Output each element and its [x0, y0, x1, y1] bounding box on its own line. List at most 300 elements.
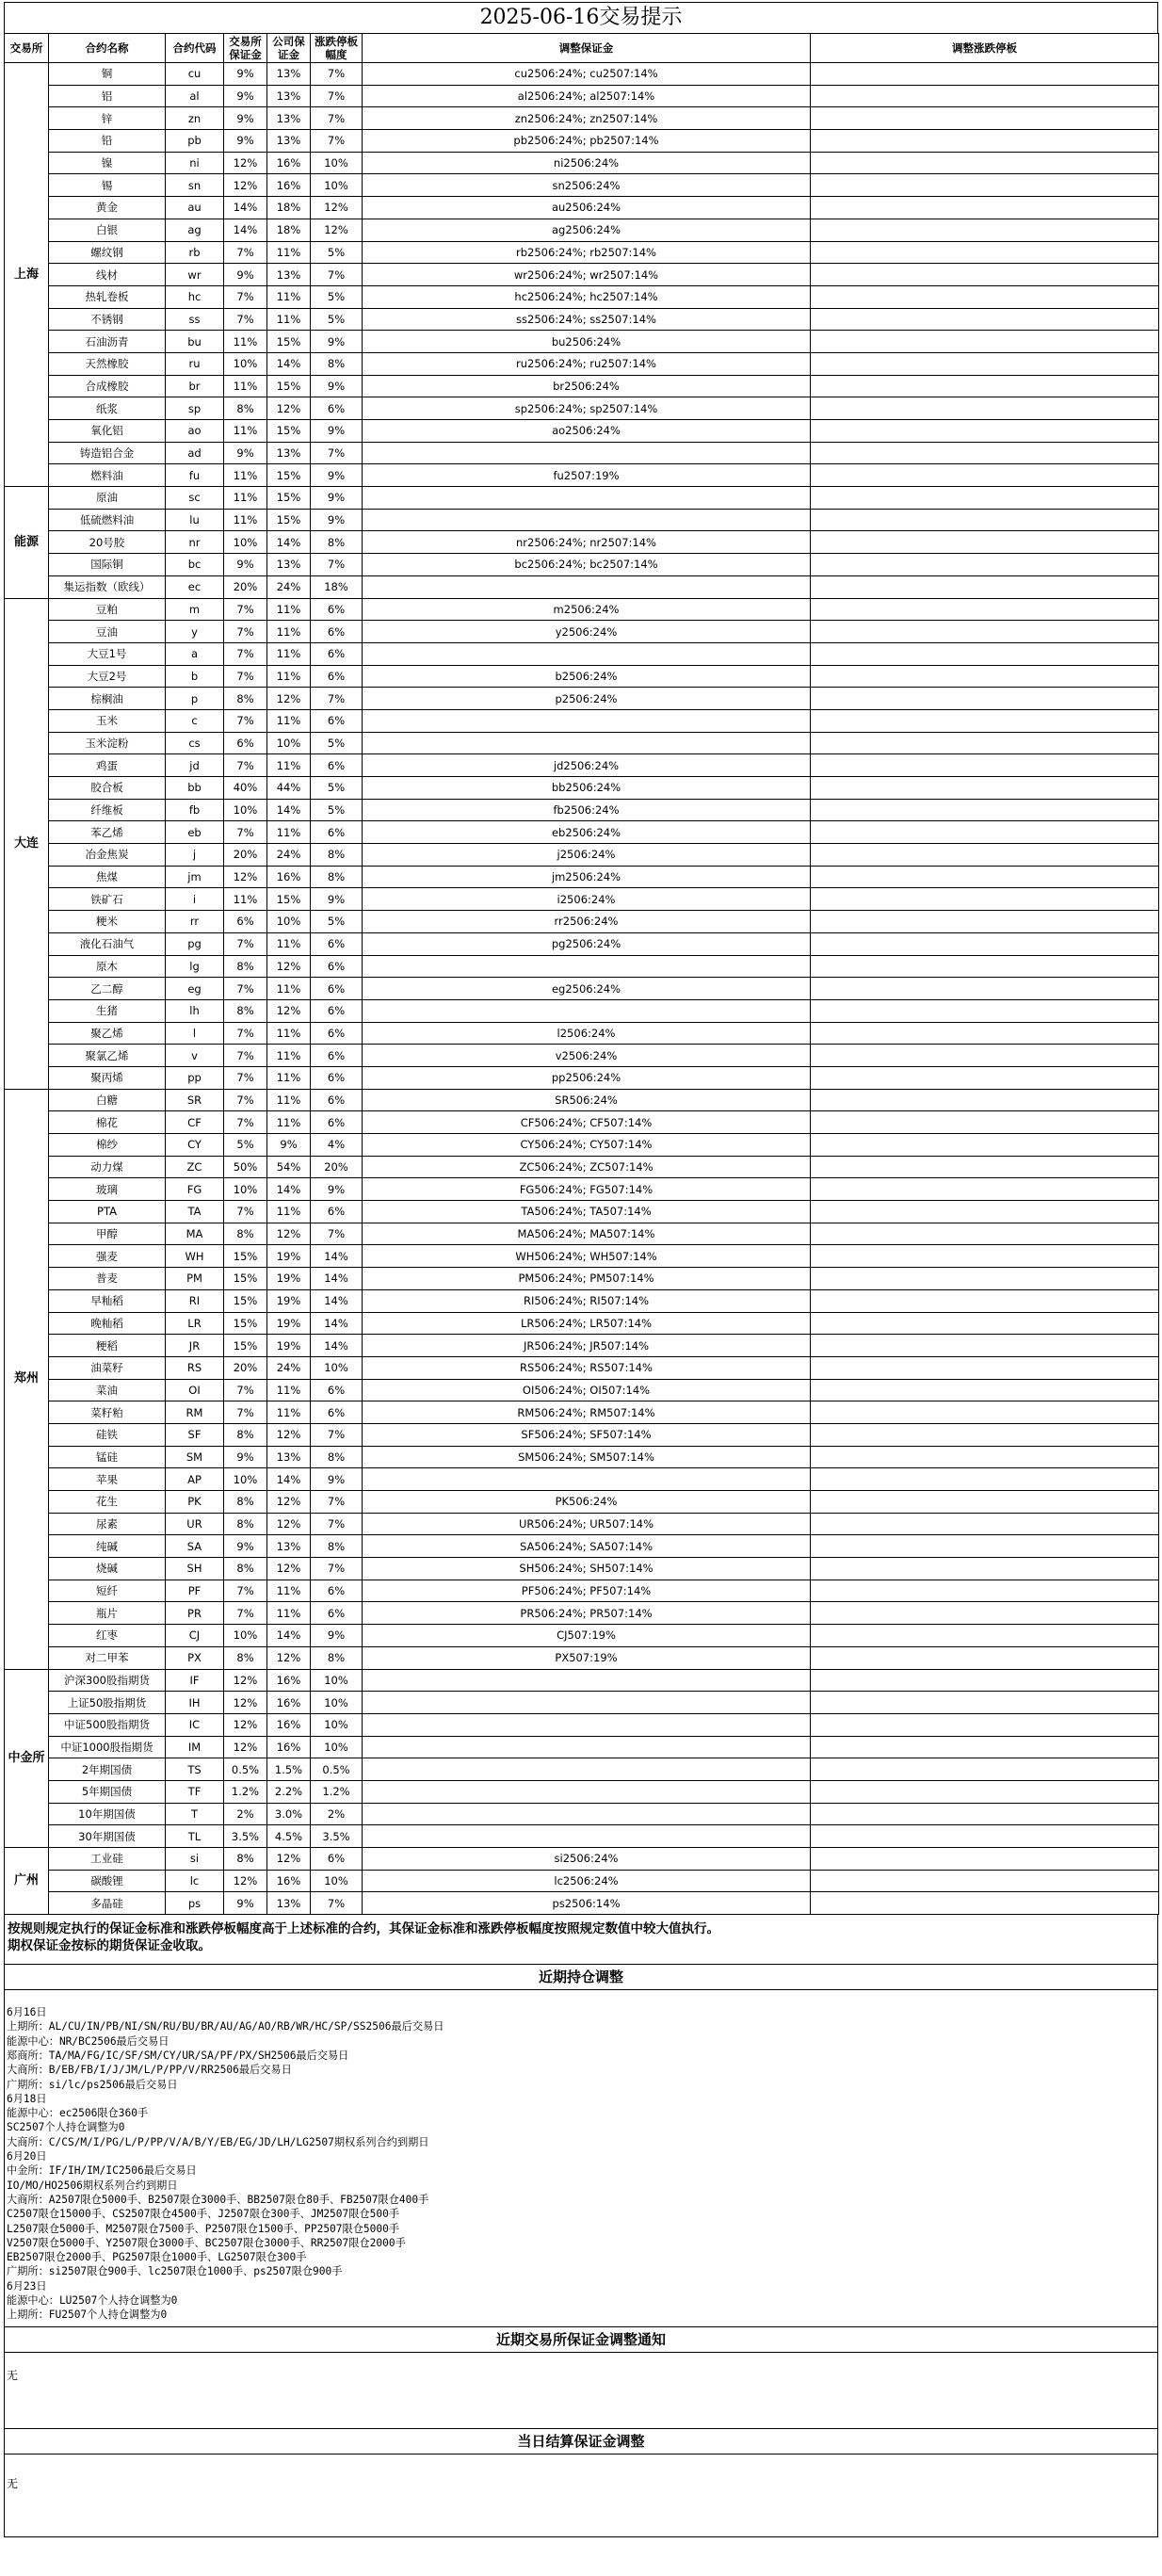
limit-cell: 7% — [311, 107, 363, 130]
adjust-limit-cell — [811, 130, 1159, 153]
adjust-margin-cell — [363, 1669, 811, 1692]
contract-code-cell: RS — [166, 1356, 224, 1379]
col-company-margin: 公司保证金 — [267, 34, 311, 63]
contract-name-cell: 棉花 — [49, 1111, 166, 1134]
adjust-limit-cell — [811, 397, 1159, 420]
company-margin-cell: 44% — [267, 777, 311, 800]
adjust-limit-cell — [811, 331, 1159, 353]
company-margin-cell: 11% — [267, 285, 311, 308]
adjust-limit-cell — [811, 1335, 1159, 1357]
col-contract-code: 合约代码 — [166, 34, 224, 63]
company-margin-cell: 11% — [267, 1066, 311, 1089]
limit-cell: 6% — [311, 621, 363, 643]
limit-cell: 8% — [311, 1646, 363, 1669]
adjust-limit-cell — [811, 1289, 1159, 1312]
adjust-margin-cell: fu2507:19% — [363, 464, 811, 487]
adjust-margin-cell: RI506:24%; RI507:14% — [363, 1289, 811, 1312]
company-margin-cell: 10% — [267, 911, 311, 933]
contract-code-cell: ec — [166, 575, 224, 598]
adjust-margin-cell: FG506:24%; FG507:14% — [363, 1178, 811, 1201]
table-body — [5, 63, 1159, 1915]
contract-name-cell: 燃料油 — [49, 464, 166, 487]
adjust-margin-cell: jd2506:24% — [363, 754, 811, 777]
adjust-limit-cell — [811, 219, 1159, 241]
adjust-limit-cell — [811, 732, 1159, 754]
contract-code-cell: au — [166, 197, 224, 219]
exchange-margin-cell: 15% — [224, 1245, 267, 1268]
adjust-limit-cell — [811, 1825, 1159, 1848]
contract-code-cell: LR — [166, 1312, 224, 1335]
adjust-limit-cell — [811, 621, 1159, 643]
adjust-margin-cell: CF506:24%; CF507:14% — [363, 1111, 811, 1134]
exchange-margin-cell: 8% — [224, 688, 267, 710]
contract-code-cell: lg — [166, 955, 224, 978]
exchange-margin-cell: 7% — [224, 1111, 267, 1134]
contract-code-cell: p — [166, 688, 224, 710]
adjust-limit-cell — [811, 1803, 1159, 1825]
company-margin-cell: 16% — [267, 1692, 311, 1714]
contract-code-cell: wr — [166, 264, 224, 286]
contract-name-cell: 胶合板 — [49, 777, 166, 800]
adjust-limit-cell — [811, 1780, 1159, 1803]
contract-name-cell: 强麦 — [49, 1245, 166, 1268]
contract-name-cell: 菜油 — [49, 1379, 166, 1401]
adjust-limit-cell — [811, 1423, 1159, 1446]
contract-name-cell: 棉纱 — [49, 1134, 166, 1157]
exchange-margin-cell: 11% — [224, 420, 267, 443]
company-margin-cell: 19% — [267, 1289, 311, 1312]
company-margin-cell: 11% — [267, 1580, 311, 1602]
company-margin-cell: 11% — [267, 598, 311, 621]
exchange-margin-cell: 5% — [224, 1134, 267, 1157]
contract-code-cell: SF — [166, 1423, 224, 1446]
adjust-margin-cell — [363, 732, 811, 754]
contract-code-cell: y — [166, 621, 224, 643]
company-margin-cell: 11% — [267, 709, 311, 732]
table-row — [5, 1468, 1159, 1491]
exchange-margin-cell: 8% — [224, 999, 267, 1022]
contract-name-cell: 棕榈油 — [49, 688, 166, 710]
limit-cell: 10% — [311, 1669, 363, 1692]
limit-cell: 7% — [311, 1491, 363, 1514]
company-margin-cell: 14% — [267, 1178, 311, 1201]
adjust-margin-cell — [363, 509, 811, 531]
adjust-limit-cell — [811, 1089, 1159, 1111]
adjust-limit-cell — [811, 264, 1159, 286]
company-margin-cell: 12% — [267, 688, 311, 710]
exchange-margin-cell: 7% — [224, 285, 267, 308]
company-margin-cell: 18% — [267, 197, 311, 219]
company-margin-cell: 2.2% — [267, 1780, 311, 1803]
table-row — [5, 642, 1159, 665]
position-line: 6月16日 — [7, 2006, 47, 2019]
contract-code-cell: TL — [166, 1825, 224, 1848]
limit-cell: 6% — [311, 754, 363, 777]
contract-code-cell: v — [166, 1045, 224, 1067]
adjust-limit-cell — [811, 1156, 1159, 1178]
company-margin-cell: 11% — [267, 1379, 311, 1401]
contract-code-cell: pg — [166, 932, 224, 955]
exchange-margin-cell: 0.5% — [224, 1758, 267, 1781]
contract-name-cell: 中证500股指期货 — [49, 1713, 166, 1736]
table-row — [5, 442, 1159, 464]
adjust-margin-cell: wr2506:24%; wr2507:14% — [363, 264, 811, 286]
company-margin-cell: 11% — [267, 1089, 311, 1111]
adjust-margin-cell — [363, 955, 811, 978]
table-row — [5, 308, 1159, 331]
exchange-margin-cell: 14% — [224, 197, 267, 219]
adjust-limit-cell — [811, 1178, 1159, 1201]
table-row — [5, 732, 1159, 754]
contract-code-cell: ps — [166, 1892, 224, 1915]
limit-cell: 9% — [311, 1178, 363, 1201]
table-row — [5, 1335, 1159, 1357]
table-row — [5, 264, 1159, 286]
exchange-margin-cell: 7% — [224, 821, 267, 844]
limit-cell: 8% — [311, 1446, 363, 1468]
company-margin-cell: 15% — [267, 464, 311, 487]
contract-name-cell: 硅铁 — [49, 1423, 166, 1446]
adjust-margin-cell — [363, 1736, 811, 1758]
contract-code-cell: ni — [166, 152, 224, 174]
company-margin-cell: 13% — [267, 1446, 311, 1468]
contract-name-cell: 玻璃 — [49, 1178, 166, 1201]
table-row — [5, 688, 1159, 710]
adjust-limit-cell — [811, 575, 1159, 598]
adjust-limit-cell — [811, 1201, 1159, 1223]
exchange-margin-cell: 11% — [224, 487, 267, 510]
company-margin-cell: 19% — [267, 1268, 311, 1290]
adjust-limit-cell — [811, 1401, 1159, 1424]
adjust-limit-cell — [811, 554, 1159, 576]
contract-name-cell: 豆油 — [49, 621, 166, 643]
table-row — [5, 1401, 1159, 1424]
company-margin-cell: 13% — [267, 442, 311, 464]
exchange-margin-cell: 9% — [224, 85, 267, 107]
limit-cell: 7% — [311, 1223, 363, 1245]
table-row — [5, 1803, 1159, 1825]
contract-code-cell: fb — [166, 799, 224, 821]
adjust-limit-cell — [811, 174, 1159, 197]
adjust-limit-cell — [811, 709, 1159, 732]
table-row — [5, 219, 1159, 241]
contract-name-cell: 锌 — [49, 107, 166, 130]
table-row — [5, 241, 1159, 264]
contract-name-cell: 大豆2号 — [49, 665, 166, 688]
limit-cell: 10% — [311, 174, 363, 197]
contract-code-cell: sp — [166, 397, 224, 420]
table-row — [5, 420, 1159, 443]
exchange-margin-cell: 11% — [224, 375, 267, 397]
table-row — [5, 554, 1159, 576]
adjust-limit-cell — [811, 932, 1159, 955]
exchange-margin-cell: 7% — [224, 709, 267, 732]
exchange-margin-cell: 12% — [224, 1870, 267, 1892]
position-line: EB2507限仓2000手、PG2507限仓1000手、LG2507限仓300手 — [7, 2251, 307, 2264]
adjust-margin-cell: CJ507:19% — [363, 1625, 811, 1647]
exchange-margin-cell: 40% — [224, 777, 267, 800]
limit-cell: 9% — [311, 331, 363, 353]
limit-cell: 18% — [311, 575, 363, 598]
contract-name-cell: 合成橡胶 — [49, 375, 166, 397]
table-row — [5, 844, 1159, 867]
company-margin-cell: 15% — [267, 509, 311, 531]
table-row — [5, 709, 1159, 732]
contract-code-cell: FG — [166, 1178, 224, 1201]
contract-name-cell: 尿素 — [49, 1513, 166, 1535]
limit-cell: 6% — [311, 1401, 363, 1424]
company-margin-cell: 16% — [267, 866, 311, 888]
adjust-limit-cell — [811, 1669, 1159, 1692]
limit-cell: 6% — [311, 1379, 363, 1401]
table-row — [5, 1022, 1159, 1045]
exchange-margin-cell: 8% — [224, 1558, 267, 1580]
exchange-cell: 郑州 — [5, 1089, 49, 1669]
adjust-limit-cell — [811, 1045, 1159, 1067]
company-margin-cell: 11% — [267, 1045, 311, 1067]
adjust-limit-cell — [811, 509, 1159, 531]
limit-cell: 6% — [311, 1580, 363, 1602]
limit-cell: 14% — [311, 1335, 363, 1357]
company-margin-cell: 13% — [267, 63, 311, 86]
adjust-margin-cell: i2506:24% — [363, 888, 811, 911]
contract-name-cell: 乙二醇 — [49, 978, 166, 1000]
contract-name-cell: 白银 — [49, 219, 166, 241]
contract-code-cell: IF — [166, 1669, 224, 1692]
adjust-margin-cell: RM506:24%; RM507:14% — [363, 1401, 811, 1424]
contract-name-cell: 苯乙烯 — [49, 821, 166, 844]
contract-code-cell: TF — [166, 1780, 224, 1803]
contract-name-cell: 菜籽粕 — [49, 1401, 166, 1424]
adjust-limit-cell — [811, 1692, 1159, 1714]
contract-name-cell: 动力煤 — [49, 1156, 166, 1178]
col-adjust-margin: 调整保证金 — [363, 34, 811, 63]
limit-cell: 10% — [311, 1692, 363, 1714]
table-row — [5, 85, 1159, 107]
page-title: 2025-06-16交易提示 — [4, 2, 1158, 33]
adjust-margin-cell: RS506:24%; RS507:14% — [363, 1356, 811, 1379]
adjust-limit-cell — [811, 107, 1159, 130]
table-row — [5, 152, 1159, 174]
adjust-margin-cell: bc2506:24%; bc2507:14% — [363, 554, 811, 576]
adjust-margin-cell: l2506:24% — [363, 1022, 811, 1045]
contract-name-cell: 纸浆 — [49, 397, 166, 420]
contract-name-cell: 短纤 — [49, 1580, 166, 1602]
contract-code-cell: MA — [166, 1223, 224, 1245]
adjust-margin-cell: ru2506:24%; ru2507:14% — [363, 352, 811, 375]
limit-cell: 14% — [311, 1289, 363, 1312]
contract-code-cell: jm — [166, 866, 224, 888]
adjust-margin-cell — [363, 709, 811, 732]
adjust-limit-cell — [811, 464, 1159, 487]
position-line: 大商所：C/CS/M/I/PG/L/P/PP/V/A/B/Y/EB/EG/JD/LH/LG2507期权系列合约到期日 — [7, 2135, 429, 2148]
company-margin-cell: 11% — [267, 1401, 311, 1424]
contract-code-cell: ru — [166, 352, 224, 375]
adjust-margin-cell: SA506:24%; SA507:14% — [363, 1535, 811, 1558]
contract-name-cell: 早籼稻 — [49, 1289, 166, 1312]
company-margin-cell: 13% — [267, 107, 311, 130]
rule-note-line: 期权保证金按标的期货保证金收取。 — [8, 1938, 211, 1954]
company-margin-cell: 24% — [267, 1356, 311, 1379]
adjust-limit-cell — [811, 1646, 1159, 1669]
contract-name-cell: 粳米 — [49, 911, 166, 933]
exchange-notice-title: 近期交易所保证金调整通知 — [4, 2326, 1158, 2353]
limit-cell: 12% — [311, 197, 363, 219]
position-line: 能源中心：NR/BC2506最后交易日 — [7, 2034, 169, 2048]
table-row — [5, 1870, 1159, 1892]
adjust-margin-cell: ni2506:24% — [363, 152, 811, 174]
company-margin-cell: 16% — [267, 1736, 311, 1758]
position-line: SC2507个人持仓调整为0 — [7, 2121, 125, 2134]
table-row — [5, 1558, 1159, 1580]
contract-code-cell: eb — [166, 821, 224, 844]
table-row — [5, 955, 1159, 978]
position-line: 能源中心：ec2506限仓360手 — [7, 2107, 149, 2120]
limit-cell: 7% — [311, 1513, 363, 1535]
col-adjust-limit: 调整涨跌停板 — [811, 34, 1159, 63]
adjust-limit-cell — [811, 152, 1159, 174]
position-section-title: 近期持仓调整 — [4, 1964, 1158, 1990]
exchange-margin-cell: 6% — [224, 911, 267, 933]
limit-cell: 8% — [311, 1535, 363, 1558]
exchange-margin-cell: 10% — [224, 799, 267, 821]
exchange-margin-cell: 7% — [224, 1379, 267, 1401]
exchange-margin-cell: 12% — [224, 174, 267, 197]
adjust-margin-cell: PX507:19% — [363, 1646, 811, 1669]
adjust-margin-cell: y2506:24% — [363, 621, 811, 643]
table-row — [5, 352, 1159, 375]
exchange-margin-cell: 20% — [224, 575, 267, 598]
exchange-cell: 能源 — [5, 487, 49, 598]
adjust-limit-cell — [811, 777, 1159, 800]
contract-name-cell: 线材 — [49, 264, 166, 286]
exchange-margin-cell: 9% — [224, 130, 267, 153]
adjust-margin-cell: ao2506:24% — [363, 420, 811, 443]
table-row — [5, 1692, 1159, 1714]
limit-cell: 9% — [311, 1625, 363, 1647]
contract-name-cell: 国际铜 — [49, 554, 166, 576]
limit-cell: 6% — [311, 397, 363, 420]
adjust-margin-cell — [363, 575, 811, 598]
company-margin-cell: 13% — [267, 1535, 311, 1558]
adjust-limit-cell — [811, 285, 1159, 308]
contract-code-cell: T — [166, 1803, 224, 1825]
company-margin-cell: 11% — [267, 978, 311, 1000]
contract-code-cell: lh — [166, 999, 224, 1022]
contract-code-cell: hc — [166, 285, 224, 308]
contract-name-cell: 中证1000股指期货 — [49, 1736, 166, 1758]
company-margin-cell: 24% — [267, 844, 311, 867]
table-row — [5, 1848, 1159, 1871]
contract-name-cell: 铸造铝合金 — [49, 442, 166, 464]
contract-code-cell: CF — [166, 1111, 224, 1134]
company-margin-cell: 3.0% — [267, 1803, 311, 1825]
contract-code-cell: rb — [166, 241, 224, 264]
limit-cell: 9% — [311, 509, 363, 531]
limit-cell: 1.2% — [311, 1780, 363, 1803]
adjust-limit-cell — [811, 1356, 1159, 1379]
adjust-margin-cell: OI506:24%; OI507:14% — [363, 1379, 811, 1401]
contract-code-cell: zn — [166, 107, 224, 130]
contract-name-cell: 烧碱 — [49, 1558, 166, 1580]
limit-cell: 6% — [311, 1111, 363, 1134]
company-margin-cell: 19% — [267, 1335, 311, 1357]
position-line: IO/MO/HO2506期权系列合约到期日 — [7, 2179, 178, 2192]
exchange-margin-cell: 7% — [224, 1066, 267, 1089]
exchange-margin-cell: 10% — [224, 531, 267, 554]
adjust-margin-cell: rb2506:24%; rb2507:14% — [363, 241, 811, 264]
adjust-limit-cell — [811, 352, 1159, 375]
table-header-row — [5, 34, 1159, 63]
adjust-margin-cell: pp2506:24% — [363, 1066, 811, 1089]
adjust-margin-cell: SM506:24%; SM507:14% — [363, 1446, 811, 1468]
adjust-limit-cell — [811, 1758, 1159, 1781]
exchange-margin-cell: 8% — [224, 397, 267, 420]
contract-name-cell: 粳稻 — [49, 1335, 166, 1357]
limit-cell: 6% — [311, 1066, 363, 1089]
adjust-limit-cell — [811, 1066, 1159, 1089]
contract-code-cell: IH — [166, 1692, 224, 1714]
contract-code-cell: RM — [166, 1401, 224, 1424]
company-margin-cell: 11% — [267, 1111, 311, 1134]
table-row — [5, 1268, 1159, 1290]
table-row — [5, 821, 1159, 844]
contract-name-cell: 普麦 — [49, 1268, 166, 1290]
exchange-margin-cell: 7% — [224, 1201, 267, 1223]
company-margin-cell: 19% — [267, 1312, 311, 1335]
company-margin-cell: 16% — [267, 174, 311, 197]
contract-name-cell: 玉米 — [49, 709, 166, 732]
table-row — [5, 1312, 1159, 1335]
contract-code-cell: a — [166, 642, 224, 665]
contract-name-cell: 5年期国债 — [49, 1780, 166, 1803]
adjust-limit-cell — [811, 1558, 1159, 1580]
limit-cell: 8% — [311, 844, 363, 867]
limit-cell: 6% — [311, 1045, 363, 1067]
company-margin-cell: 11% — [267, 665, 311, 688]
table-row — [5, 932, 1159, 955]
position-line: 能源中心：LU2507个人持仓调整为0 — [7, 2294, 178, 2307]
limit-cell: 6% — [311, 642, 363, 665]
contract-code-cell: ss — [166, 308, 224, 331]
contract-code-cell: SH — [166, 1558, 224, 1580]
contract-name-cell: 瓶片 — [49, 1602, 166, 1625]
contract-name-cell: 工业硅 — [49, 1848, 166, 1871]
exchange-margin-cell: 11% — [224, 464, 267, 487]
adjust-margin-cell: ag2506:24% — [363, 219, 811, 241]
exchange-margin-cell: 20% — [224, 844, 267, 867]
adjust-margin-cell: al2506:24%; al2507:14% — [363, 85, 811, 107]
table-row — [5, 911, 1159, 933]
adjust-margin-cell: ss2506:24%; ss2507:14% — [363, 308, 811, 331]
contract-code-cell: bb — [166, 777, 224, 800]
rule-note — [4, 1915, 1158, 1964]
limit-cell: 7% — [311, 554, 363, 576]
adjust-margin-cell: sn2506:24% — [363, 174, 811, 197]
limit-cell: 10% — [311, 1736, 363, 1758]
table-row — [5, 1289, 1159, 1312]
limit-cell: 9% — [311, 420, 363, 443]
adjust-limit-cell — [811, 1580, 1159, 1602]
exchange-margin-cell: 7% — [224, 1602, 267, 1625]
adjust-limit-cell — [811, 375, 1159, 397]
company-margin-cell: 12% — [267, 397, 311, 420]
exchange-margin-cell: 9% — [224, 554, 267, 576]
limit-cell: 6% — [311, 821, 363, 844]
company-margin-cell: 16% — [267, 152, 311, 174]
adjust-margin-cell — [363, 1758, 811, 1781]
contract-name-cell: 锰硅 — [49, 1446, 166, 1468]
